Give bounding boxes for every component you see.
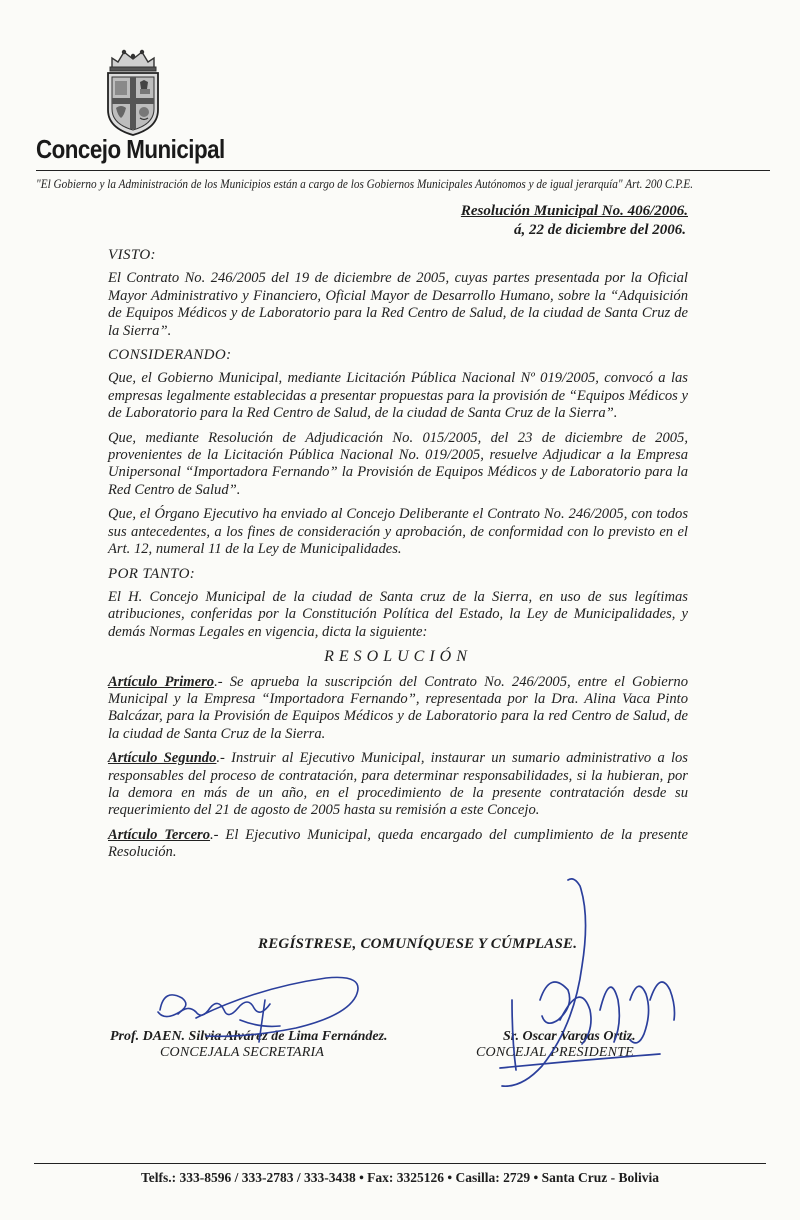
motto-quote: "El Gobierno y la Administración de los Municipios están a cargo de los Gobiernos Municipales Autónomos y de igual jerarquía" Art. 200 C.P.E.: [36, 177, 694, 191]
signatory-role: CONCEJALA SECRETARIA: [160, 1045, 325, 1060]
resolution-number: Resolución Municipal No. 406/2006.: [460, 203, 688, 219]
article-first: [108, 674, 688, 744]
considerando-paragraph: Que, el Órgano Ejecutivo ha enviado al Concejo Deliberante el Contrato No. 246/2005, con todos sus antecedentes, a los fines de consideración y aprobación, de conformidad con lo previsto en el Art. 12, numeral 11 de la Ley de Municipalidades.: [108, 506, 688, 558]
closing-formula: REGÍSTRESE, COMUNÍQUESE Y CÚMPLASE.: [258, 936, 578, 952]
article-third: [108, 827, 688, 862]
signatory-name: Sr. Oscar Vargas Ortiz.: [503, 1029, 636, 1044]
considerando-paragraph: Que, mediante Resolución de Adjudicación No. 015/2005, del 23 de diciembre de 2005, provenientes de la Licitación Pública Nacional No. 019/2005, resuelve Adjudicar a la Empresa Unipersonal “Importadora Fernando” la Provisión de Equipos Médicos y de Laboratorio para la Red Centro de Salud”.: [108, 429, 688, 498]
signatory-role: CONCEJAL PRESIDENTE: [476, 1045, 634, 1060]
visto-heading: VISTO:: [108, 247, 156, 263]
header-divider: [36, 170, 770, 171]
article-text: .- Se aprueba la suscripción del Contrato No. 246/2005, entre el Gobierno Municipal y la Empresa “Importadora Fernando”, representada por la Dra. Alina Vaca Pinto Balcázar, para la Provisión de Equipos Médicos y de Laboratorio para la red Centro de Salud, de la ciudad de Santa Cruz de la Sierra.: [108, 673, 688, 742]
signatory-name: Prof. DAEN. Silvia Alvárez de Lima Fernández.: [110, 1029, 388, 1044]
considerando-paragraph: Que, el Gobierno Municipal, mediante Licitación Pública Nacional Nº 019/2005, convocó a las empresas legalmente establecidas a presentar propuestas para la provisión de “Equipos Médicos y de Laboratorio para la Red Centro de Salud, de la ciudad de Santa Cruz de la Sierra”.: [108, 370, 688, 422]
document-body: [108, 243, 688, 869]
article-label: Artículo Tercero: [108, 826, 211, 843]
signatory-left: [110, 1029, 388, 1061]
organization-name: Concejo Municipal: [36, 134, 225, 164]
article-second: [108, 750, 688, 820]
footer-divider: [34, 1163, 766, 1164]
resolution-date: á, 22 de diciembre del 2006.: [513, 222, 686, 238]
signatory-right: [476, 1029, 636, 1061]
article-text: .- Instruir al Ejecutivo Municipal, instaurar un sumario administrativo a los responsables del proceso de contratación, para determinar responsabilidades, si la hubieran, por la demora en más de un año, en el procedimiento de la presente contratación desde su requerimiento del 21 de agosto de 2005 hasta su remisión a este Concejo.: [108, 750, 688, 819]
por-tanto-heading: POR TANTO:: [108, 565, 196, 582]
visto-paragraph: El Contrato No. 246/2005 del 19 de diciembre de 2005, cuyas partes presentada por la Oficial Mayor Administrativo y Financiero, Oficial Mayor de Desarrollo Humano, sobre la “Adquisición de Equipos Médicos y de Laboratorio para la Red Centro de Salud, de la ciudad de Santa Cruz de la Sierra”.: [108, 270, 688, 339]
article-label: Artículo Segundo: [108, 750, 217, 767]
por-tanto-paragraph: El H. Concejo Municipal de la ciudad de Santa cruz de la Sierra, en uso de sus legítimas atribuciones, conferidas por la Constitución Política del Estado, la Ley de Municipalidades, y demás Normas Legales en vigencia, dicta la siguiente:: [108, 588, 688, 640]
footer-contact: Telfs.: 333-8596 / 333-2783 / 333-3438 • Fax: 3325126 • Casilla: 2729 • Santa Cruz - Bolivia: [140, 1170, 660, 1185]
considerando-heading: CONSIDERANDO:: [108, 347, 232, 364]
coat-of-arms-icon: [104, 46, 162, 136]
article-text: .- El Ejecutivo Municipal, queda encargado del cumplimiento de la presente Resolución.: [108, 826, 689, 861]
resolucion-heading: RESOLUCIÓN: [324, 648, 472, 666]
article-label: Artículo Primero: [108, 673, 215, 690]
